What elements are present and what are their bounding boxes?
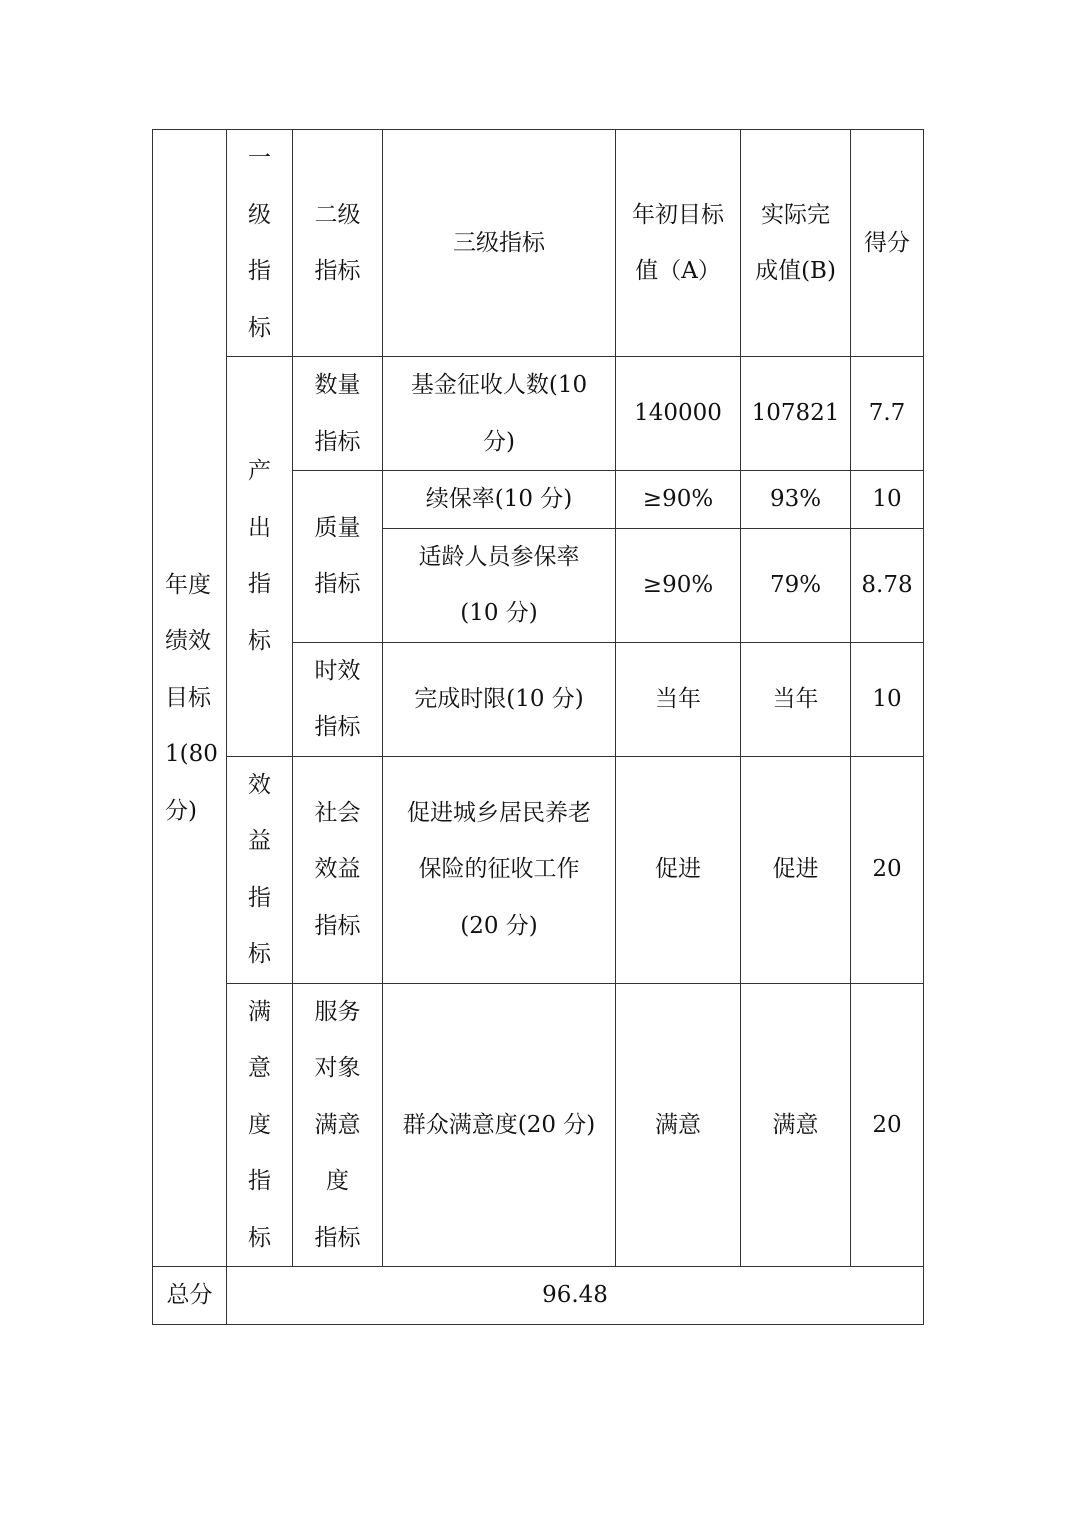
header-score: 得分 <box>851 130 924 357</box>
cell-actual: 107821 <box>741 357 851 471</box>
total-label: 总分 <box>153 1267 227 1325</box>
table-row <box>153 756 924 983</box>
header-actual: 实际完 成值(B) <box>741 130 851 357</box>
cell-level2: 数量 指标 <box>293 357 383 471</box>
cell-level3: 基金征收人数(10 分) <box>383 357 616 471</box>
cell-actual: 79% <box>741 528 851 642</box>
cell-actual: 93% <box>741 471 851 529</box>
total-row <box>153 1267 924 1325</box>
cell-actual: 促进 <box>741 756 851 983</box>
cell-target: ≥90% <box>616 528 741 642</box>
cell-level2: 时效 指标 <box>293 642 383 756</box>
cell-level3: 促进城乡居民养老 保险的征收工作 (20 分) <box>383 756 616 983</box>
total-value: 96.48 <box>227 1267 924 1325</box>
cell-actual: 满意 <box>741 983 851 1267</box>
row-group-label: 年度 绩效 目标 1(80 分) <box>153 130 227 1267</box>
header-row <box>153 130 924 357</box>
group-satisfaction: 满 意 度 指 标 <box>227 983 293 1267</box>
cell-level3: 适龄人员参保率 (10 分) <box>383 528 616 642</box>
cell-level3: 群众满意度(20 分) <box>383 983 616 1267</box>
table-row <box>153 357 924 471</box>
cell-score: 8.78 <box>851 528 924 642</box>
cell-target: 促进 <box>616 756 741 983</box>
header-level2: 二级 指标 <box>293 130 383 357</box>
cell-level2: 质量 指标 <box>293 471 383 643</box>
cell-score: 20 <box>851 983 924 1267</box>
cell-level3: 完成时限(10 分) <box>383 642 616 756</box>
cell-target: ≥90% <box>616 471 741 529</box>
header-level3: 三级指标 <box>383 130 616 357</box>
table-row <box>153 983 924 1267</box>
cell-target: 140000 <box>616 357 741 471</box>
cell-target: 满意 <box>616 983 741 1267</box>
cell-actual: 当年 <box>741 642 851 756</box>
cell-score: 10 <box>851 642 924 756</box>
group-output: 产 出 指 标 <box>227 357 293 757</box>
cell-target: 当年 <box>616 642 741 756</box>
cell-level3: 续保率(10 分) <box>383 471 616 529</box>
cell-level2: 服务 对象 满意 度 指标 <box>293 983 383 1267</box>
cell-score: 10 <box>851 471 924 529</box>
cell-level2: 社会 效益 指标 <box>293 756 383 983</box>
group-benefit: 效 益 指 标 <box>227 756 293 983</box>
cell-score: 20 <box>851 756 924 983</box>
cell-score: 7.7 <box>851 357 924 471</box>
performance-table <box>152 129 924 1325</box>
header-target: 年初目标 值（A） <box>616 130 741 357</box>
header-level1: 一 级 指 标 <box>227 130 293 357</box>
